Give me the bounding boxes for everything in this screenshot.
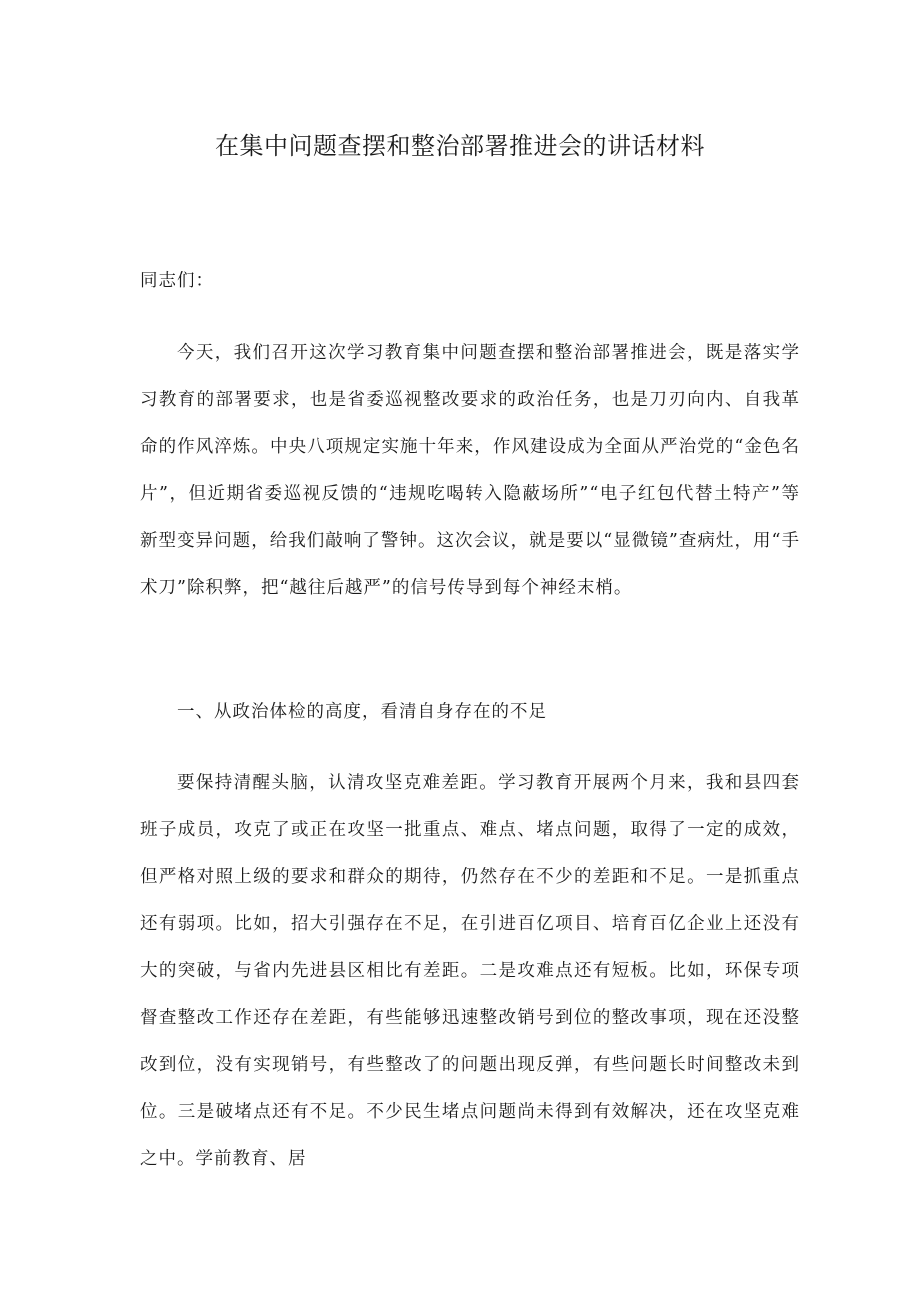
- document-title: 在集中问题查摆和整治部署推进会的讲话材料: [215, 132, 705, 160]
- paragraph-body: 要保持清醒头脑，认清攻坚克难差距。学习教育开展两个月来，我和县四套班子成员，攻克了或正在攻坚一批重点、难点、堵点问题，取得了一定的成效，但严格对照上级的要求和群众的期待，仍然存在不少的差距和不足。一是抓重点还有弱项。比如，招大引强存在不足，在引进百亿项目、培育百亿企业上还没有大的突破，与省内先进县区相比有差距。二是攻难点还有短板。比如，环保专项督查整改工作还存在差距，有些能够迅速整改销号到位的整改事项，现在还没整改到位，没有实现销号，有些整改了的问题出现反弹，有些问题长时间整改未到位。三是破堵点还有不足。不少民生堵点问题尚未得到有效解决，还在攻坚克难之中。学前教育、居: [140, 773, 800, 1169]
- paragraph-intro: 今天，我们召开这次学习教育集中问题查摆和整治部署推进会，既是落实学习教育的部署要求，也是省委巡视整改要求的政治任务，也是刀刃向内、自我革命的作风淬炼。中央八项规定实施十年来，作风建设成为全面从严治党的“金色名片”，但近期省委巡视反馈的“违规吃喝转入隐蔽场所”“电子红包代替土特产”等新型变异问题，给我们敲响了警钟。这次会议，就是要以“显微镜”查病灶，用“手术刀”除积弊，把“越往后越严”的信号传导到每个神经末梢。: [140, 343, 800, 598]
- salutation: 同志们：: [140, 271, 214, 291]
- section-heading: 一、从政治体检的高度，看清自身存在的不足: [177, 702, 547, 722]
